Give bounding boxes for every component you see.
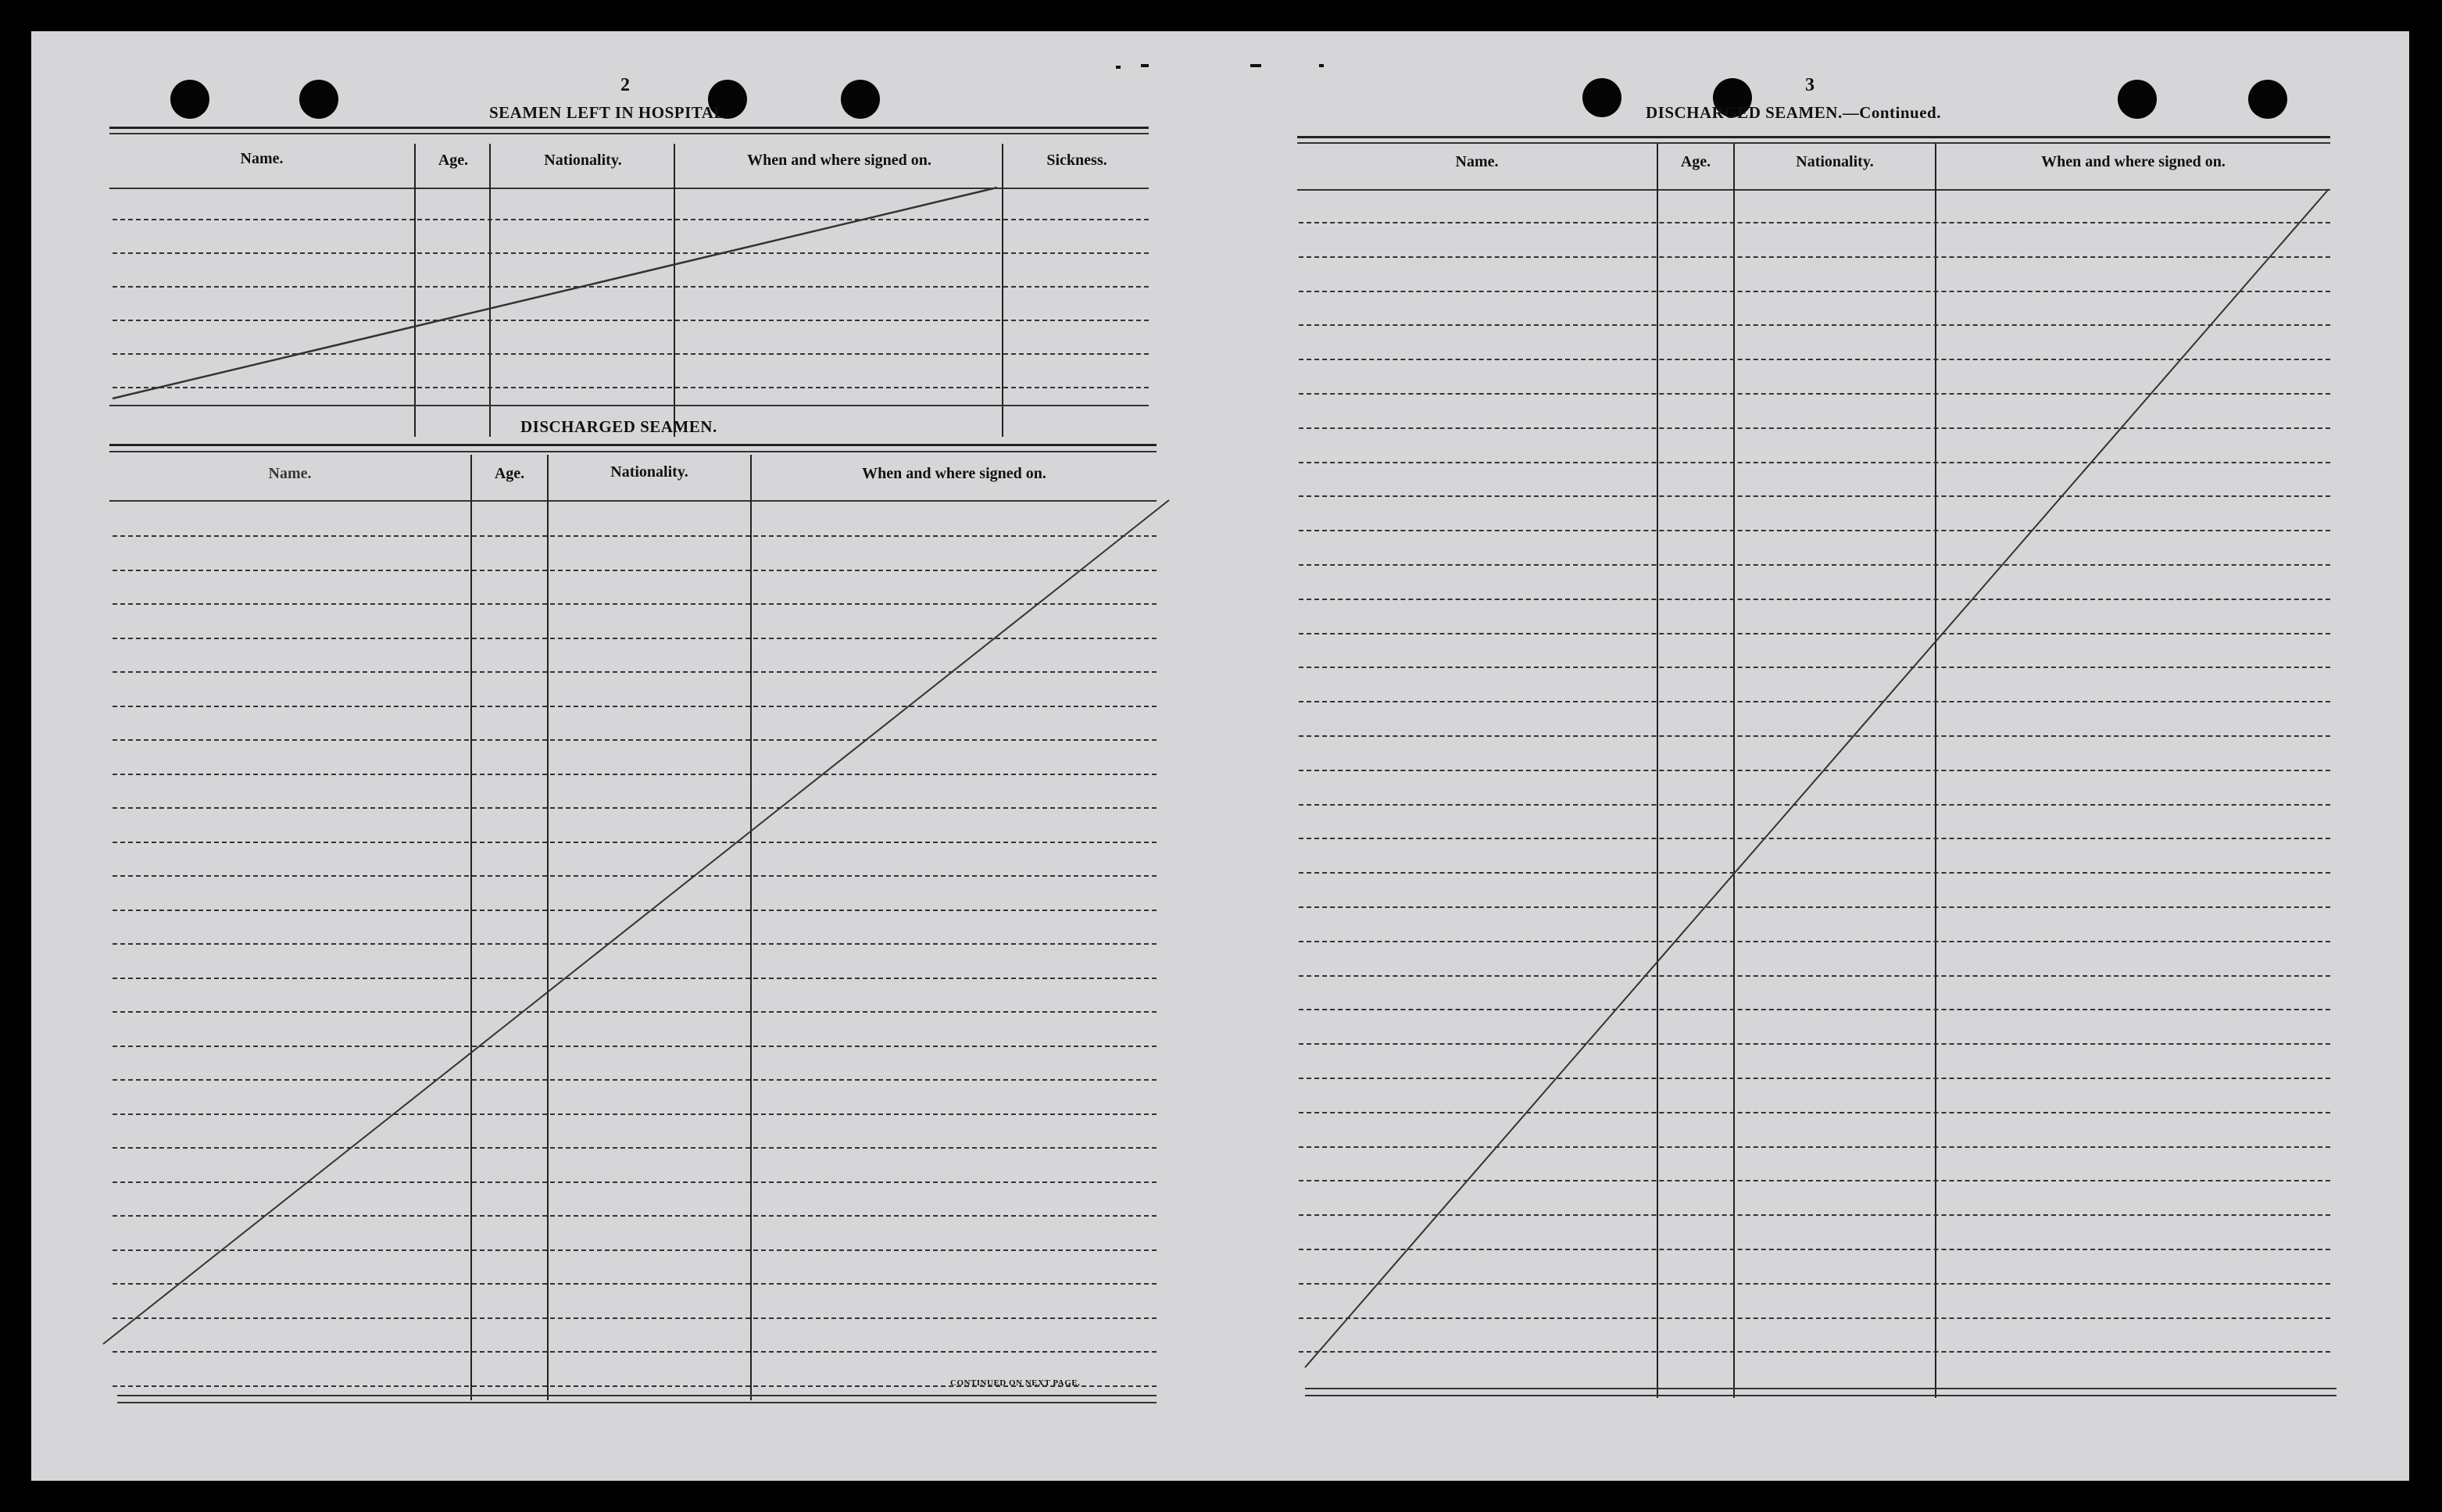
section-title-discharged-continued: DISCHARGED SEAMEN.—Continued.	[1646, 103, 1941, 122]
column-header-age: Age.	[438, 152, 469, 169]
column-header-nationality: Nationality.	[1796, 153, 1874, 170]
document-sheet	[31, 31, 2409, 1481]
column-header-nationality: Nationality.	[610, 463, 688, 481]
page-number: 2	[620, 75, 630, 95]
cancel-stroke-discharged	[103, 500, 1169, 1344]
column-header-name: Name.	[1455, 153, 1499, 170]
column-header-name: Name.	[240, 150, 284, 167]
column-header-when-where: When and where signed on.	[747, 152, 931, 169]
cancel-stroke-hospital	[113, 188, 997, 399]
cancel-stroke-continued	[1305, 189, 2329, 1367]
section-title-hospital: SEAMEN LEFT IN HOSPITAL.	[489, 103, 730, 122]
section-title-discharged: DISCHARGED SEAMEN.	[520, 417, 717, 436]
column-header-when-where: When and where signed on.	[862, 465, 1046, 482]
column-header-when-where: When and where signed on.	[2041, 153, 2226, 170]
cancellation-strokes	[31, 31, 2409, 1481]
column-header-age: Age.	[494, 465, 525, 482]
column-header-nationality: Nationality.	[544, 152, 622, 169]
column-header-sickness: Sickness.	[1046, 152, 1107, 169]
continued-note: CONTINUED ON NEXT PAGE.	[950, 1378, 1081, 1388]
column-header-name: Name.	[268, 465, 312, 482]
page-number: 3	[1805, 75, 1815, 95]
column-header-age: Age.	[1680, 153, 1711, 170]
